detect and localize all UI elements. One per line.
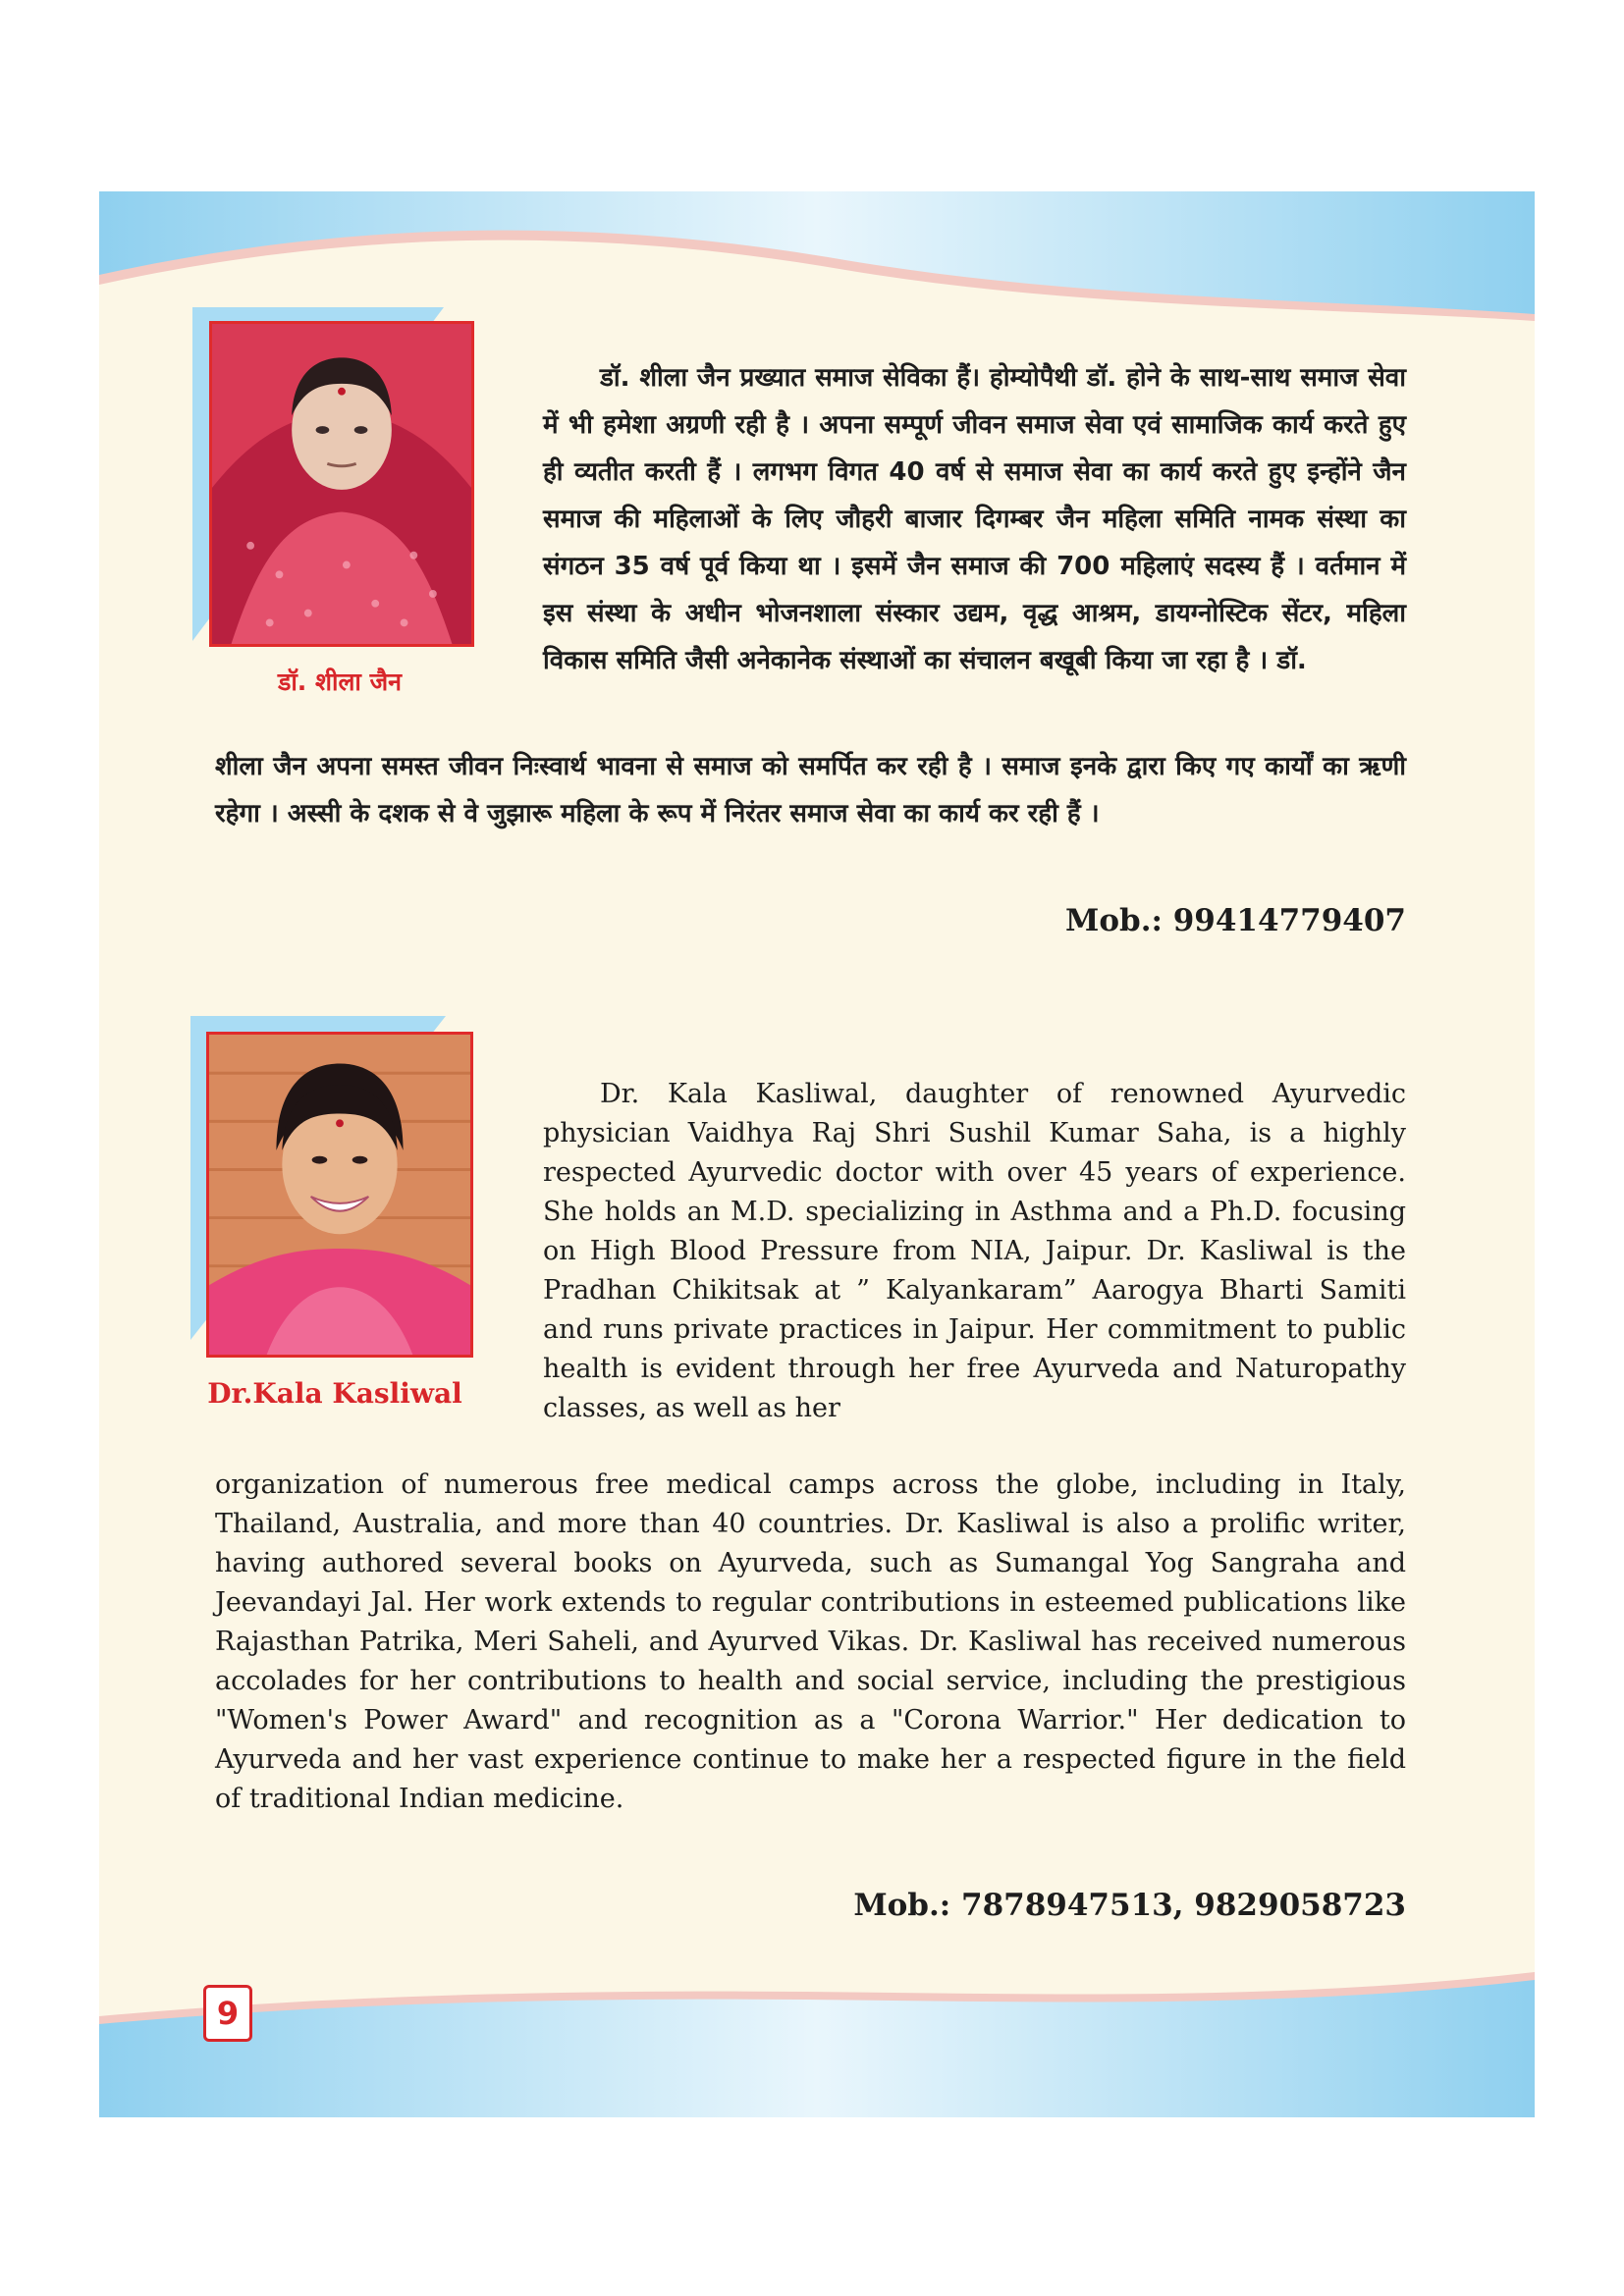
bottom-wave-decoration bbox=[99, 1960, 1535, 2117]
profile-2-photo-group bbox=[190, 1016, 446, 1355]
page-frame bbox=[99, 191, 1535, 2117]
profile-1-mobile: Mob.: 99414779407 bbox=[1065, 903, 1406, 938]
profile-2-caption: Dr.Kala Kasliwal bbox=[207, 1377, 462, 1410]
profile-2-paragraph-full: organization of numerous free medical camps across the globe, including in Italy, Thailand, Australia, and more than 40 countries. Dr. Kasliwal is also a prolific writer, having authored several books on Ayurveda, such as Sumangal Yog Sangraha and Jeevandayi Jal. Her work extends to regular contributions in esteemed publications like Rajasthan Patrika, Meri Saheli, and Ayurved Vikas. Dr. Kasliwal has received numerous accolades for her contributions to health and social service, including the prestigious "Women's Power Award" and recognition as a "Corona Warrior." Her dedication to Ayurveda and her vast experience continue to make her a respected figure in the field of traditional Indian medicine. bbox=[215, 1469, 1406, 1814]
profile-1-photo-group bbox=[192, 307, 448, 646]
profile-1-photo bbox=[209, 321, 474, 647]
page-number: 9 bbox=[203, 1985, 252, 2042]
profile-2-mobile: Mob.: 7878947513, 9829058723 bbox=[853, 1888, 1406, 1923]
profile-1-caption: डॉ. शीला जैन bbox=[277, 667, 403, 696]
profile-2-photo bbox=[206, 1032, 473, 1358]
profile-1-paragraph-wrapped: डॉ. शीला जैन प्रख्यात समाज सेविका हैं। होम्योपैथी डॉ. होने के साथ-साथ समाज सेवा में भी हमेशा अग्रणी रही है । अपना सम्पूर्ण जीवन समाज सेवा एवं सामाजिक कार्य करते हुए ही व्यतीत करती हैं । लगभग विगत 40 वर्ष से समाज सेवा का कार्य करते हुए इन्होंने जैन समाज की महिलाओं के लिए जौहरी बाजार दिगम्बर जैन महिला समिति नामक संस्था का संगठन 35 वर्ष पूर्व किया था । इसमें जैन समाज की 700 महिलाएं सदस्य हैं । वर्तमान में इस संस्था के अधीन भोजनशाला संस्कार उद्यम, वृद्ध आश्रम, डायग्नोस्टिक सेंटर, महिला विकास समिति जैसी अनेकानेक संस्थाओं का संचालन बखूबी किया जा रहा है । डॉ. bbox=[543, 363, 1406, 675]
profile-1-paragraph-full: शीला जैन अपना समस्त जीवन निःस्वार्थ भावना से समाज को समर्पित कर रही है । समाज इनके द्वारा किए गए कार्यों का ऋणी रहेगा । अस्सी के दशक से वे जुझारू महिला के रूप में निरंतर समाज सेवा का कार्य कर रही हैं । bbox=[215, 752, 1406, 828]
profile-2-paragraph-wrapped: Dr. Kala Kasliwal, daughter of renowned Ayurvedic physician Vaidhya Raj Shri Sushil Kumar Saha, is a highly respected Ayurvedic doctor with over 45 years of experience. She holds an M.D. specializing in Asthma and a Ph.D. focusing on High Blood Pressure from NIA, Jaipur. Dr. Kasliwal is the Pradhan Chikitsak at ” Kalyankaram” Aarogya Bharti Samiti and runs private practices in Jaipur. Her commitment to public health is evident through her free Ayurveda and Naturopathy classes, as well as her bbox=[543, 1079, 1406, 1423]
